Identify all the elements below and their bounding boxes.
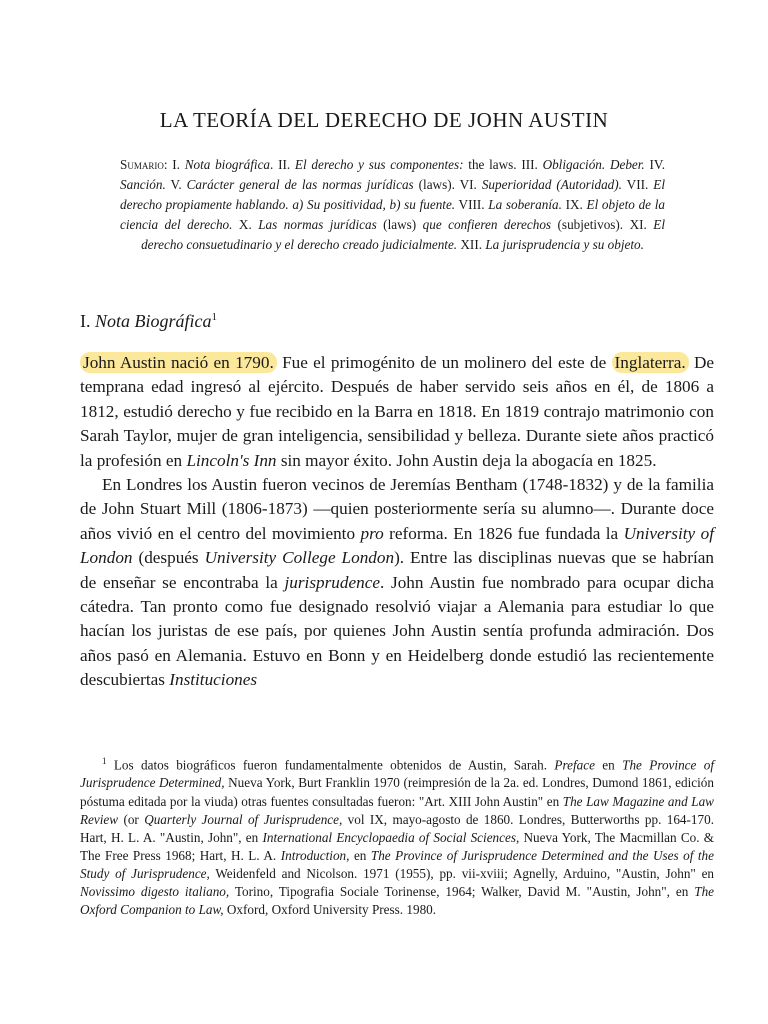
footnote-part: International Encyclopaedia of Social Sciences, (262, 829, 520, 845)
paragraph-text: Fue el primogénito de un molinero del este de (276, 353, 612, 372)
summary-text: La jurisprudencia y su objeto. (485, 237, 644, 252)
footnote-part: The Province of Jurisprudence Determined and the Uses of the Study of Jurisprudence, (80, 847, 714, 881)
footnote-part: The Oxford Companion to Law, (80, 884, 715, 918)
italic-text: pro (360, 523, 384, 543)
page-title: LA TEORÍA DEL DERECHO DE JOHN AUSTIN (159, 108, 609, 132)
summary-block (120, 155, 665, 255)
summary-text: (laws) (376, 217, 423, 232)
paragraph-2 (80, 473, 714, 693)
footnote-part: vol IX, mayo-agosto de 1860. Londres, Butterworths pp. 164-170. Hart, H. L. A. "Austin, John", en (80, 811, 714, 845)
italic-text: University College London (204, 548, 395, 568)
summary-text: X. (232, 217, 259, 232)
paragraph-text: reforma. En 1826 fue fundada la (383, 523, 624, 543)
summary-text: que confieren derechos (422, 217, 552, 232)
footnote-part: Weidenfeld and Nicolson. 1971 (1955), pp. vii-xviii; Agnelly, Arduino, "Austin, John" en (209, 865, 715, 881)
paragraph-text: . John Austin fue nombrado para ocupar dicha cátedra. Tan pronto como fue designado resolvió viajar a Alemania para estudiar lo que hacían los juristas de ese país, por quienes John Austin sentía profunda admiración. Dos años pasó en Alemania. Estuvo en Bonn y en Heidelberg donde estudió las recientemente descubiertas (80, 572, 714, 690)
summary-text: VIII. (455, 197, 489, 212)
summary-text: . II. (270, 157, 295, 172)
summary-text: (subjetivos). XI. (551, 217, 654, 232)
section-heading (80, 311, 217, 332)
summary-text: (laws). VI. (413, 177, 482, 192)
italic-text: Instituciones (169, 670, 258, 690)
summary-text: V. (165, 177, 187, 192)
section-title: Nota Biográfica (95, 311, 212, 331)
highlighted-text: John Austin nació en 1790. (80, 352, 277, 373)
summary-text: Obligación. Deber. (542, 157, 645, 172)
summary-text: El objeto de la ciencia del derecho. (120, 197, 665, 232)
body-text (80, 351, 714, 693)
paragraph-text: En Londres los Austin fueron vecinos de Jeremías Bentham (1748-1832) y de la familia de John Stuart Mill (1806-1873) —quien posteriormente sería su alumno—. Durante doce años vivió en el centro del movimiento (80, 475, 714, 543)
highlighted-text: Inglaterra. (612, 352, 689, 373)
summary-text: XII. (457, 237, 486, 252)
summary-text: IX. (561, 197, 587, 212)
summary-text: La soberanía. (488, 197, 562, 212)
summary-text: Sanción. (120, 177, 166, 192)
summary-text: Carácter general de las normas jurídicas (186, 177, 414, 192)
summary-text: the laws. III. (463, 157, 543, 172)
footnote-reference: 1 (211, 311, 217, 323)
footnote-part: Nueva York, The Macmillan Co. & The Free Press 1968; Hart, H. L. A. (80, 829, 715, 863)
footnote-number: 1 (102, 756, 107, 766)
italic-text: Lincoln's Inn (186, 450, 277, 470)
summary-text: : I. (163, 157, 185, 172)
summary-text: Nota biográfica (184, 157, 271, 172)
footnote-part: Quarterly Journal of Jurisprudence, (144, 811, 343, 827)
italic-text: jurisprudence (284, 572, 380, 592)
footnote-part: The Law Magazine and Law Review (80, 793, 714, 827)
summary-text: IV. (644, 157, 665, 172)
paragraph-text: sin mayor éxito. John Austin deja la abogacía en 1825. (276, 450, 657, 470)
italic-text: University of London (80, 523, 714, 568)
footnote-part: Introduction, (280, 847, 350, 863)
footnote-part: Los datos biográficos fueron fundamentalmente obtenidos de Austin, Sarah. (106, 757, 555, 773)
summary-text: El derecho consuetudinario y el derecho creado judicialmente. (141, 217, 666, 252)
summary-text: Superioridad (Autoridad). (481, 177, 622, 192)
footnote-part: Novissimo digesto italiano, (80, 884, 230, 900)
footnote-part: Preface (554, 757, 595, 773)
summary-text: El derecho propiamente hablando. a) Su positividad, b) su fuente. (120, 177, 665, 212)
summary-text: Las normas jurídicas (258, 217, 377, 232)
paragraph-1 (80, 351, 714, 473)
paragraph-text: ). Entre las disciplinas nuevas que se habrían de enseñar se encontraba la (80, 548, 714, 592)
footnote-part: Torino, Tipografia Sociale Torinense, 1964; Walker, David M. "Austin, John", en (229, 884, 695, 900)
summary-label: Sumario (120, 157, 164, 172)
paragraph-text: (después (132, 548, 205, 568)
footnote-text (80, 752, 714, 919)
summary-text: El derecho y sus componentes: (294, 157, 464, 172)
summary-text: VII. (621, 177, 654, 192)
footnote-part: Oxford, Oxford University Press. 1980. (223, 902, 437, 918)
section-number: I. (80, 311, 91, 331)
footnote-part: en (349, 847, 371, 863)
paragraph-text: De temprana edad ingresó al ejército. Después de haber servido seis años en él, de 1806 a 1812, estudió derecho y fue recibido en la Barra en 1818. En 1819 contrajo matrimonio con Sarah Taylor, mujer de gran inteligencia, sensibilidad y belleza. Durante siete años practicó la profesión en (80, 353, 714, 470)
footnote-part: Nueva York, Burt Franklin 1970 (reimpresión de la 2a. ed. Londres, Dumond 1861, edición póstuma editada por la viuda) otras fuentes consultadas fueron: "Art. XIII John Austin" en (80, 775, 714, 809)
footnote-part: The Province of Jurisprudence Determined, (80, 757, 714, 791)
footnote-part: (or (118, 811, 145, 827)
footnote (80, 752, 714, 919)
footnote-part: en (594, 757, 623, 773)
